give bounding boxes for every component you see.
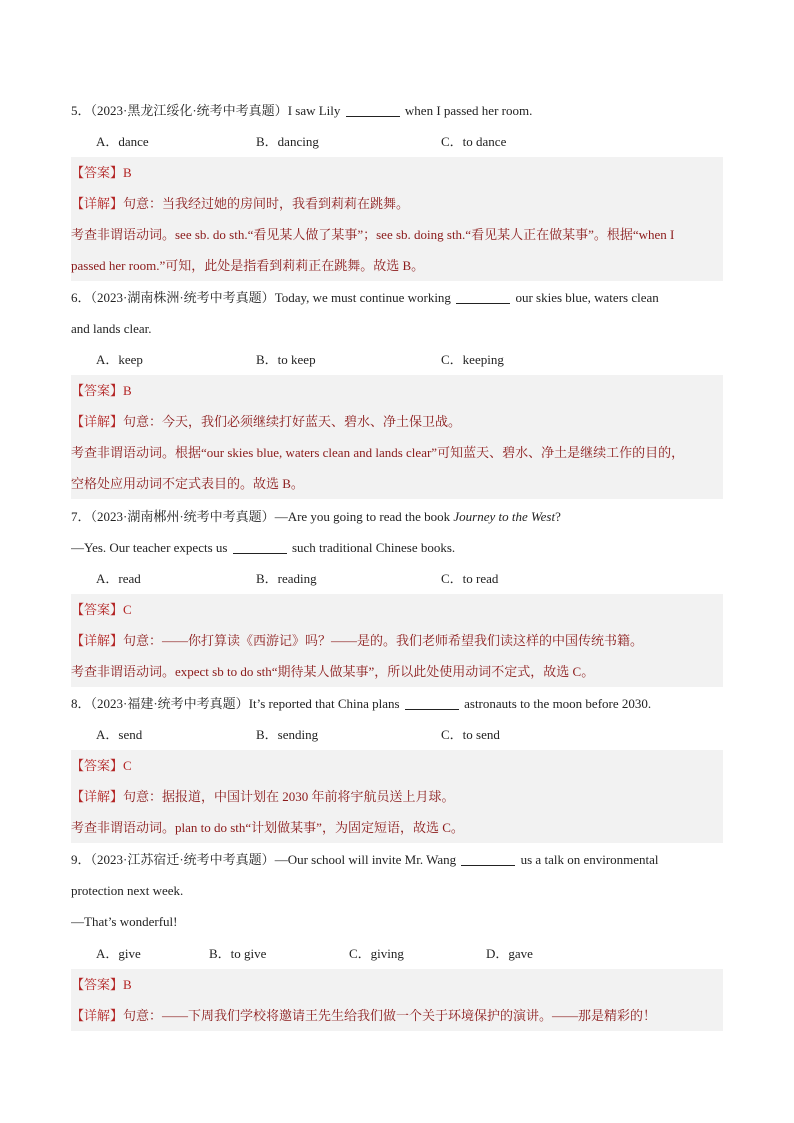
option-b: B．to keep (256, 352, 316, 367)
stem-text: I saw Lily (287, 103, 341, 118)
stem-text: protection next week. (71, 883, 184, 898)
detail-text: passed her room.”可知，此处是指看到莉莉正在跳舞。故选 B。 (71, 258, 425, 273)
answer-value: C (123, 758, 132, 773)
question-6-stem (71, 282, 723, 313)
option-c: C．to dance (441, 134, 507, 149)
answer-tag: 【答案】 (71, 602, 124, 617)
detail-text: 考查非谓语动词。plan to do sth“计划做某事”，为固定短语，故选 C。 (71, 820, 464, 835)
question-9-stem-cont (71, 875, 723, 906)
question-7-detail-1 (71, 625, 723, 656)
detail-tag: 【详解】 (71, 1008, 124, 1023)
option-c: C．keeping (441, 352, 504, 367)
question-8-answer (71, 750, 723, 781)
detail-tag: 【详解】 (71, 196, 124, 211)
question-9-stem (71, 844, 723, 875)
question-7-options (0, 563, 794, 594)
question-source: （2023·江苏宿迁·统考中考真题） (90, 852, 275, 867)
question-5-detail-3 (71, 250, 723, 281)
answer-value: B (123, 977, 132, 992)
option-c: C．giving (349, 946, 404, 961)
detail-text: 句意：——下周我们学校将邀请王先生给我们做一个关于环境保护的演讲。——那是精彩的！ (123, 1008, 657, 1023)
question-7-stem-cont (71, 532, 723, 563)
detail-text: 句意：据报道，中国计划在 2030 年前将宇航员送上月球。 (123, 789, 455, 804)
question-7-stem (71, 501, 723, 532)
question-6-detail-2 (71, 437, 723, 468)
stem-text: —Are you going to read the book (274, 509, 451, 524)
stem-text: astronauts to the moon before 2030. (464, 696, 652, 711)
question-9-detail-1 (71, 1000, 723, 1031)
question-9-options (0, 938, 794, 969)
detail-text: 考查非谓语动词。expect sb to do sth“期待某人做某事”，所以此处使用动词不定式，故选 C。 (71, 664, 595, 679)
detail-text: 句意：当我经过她的房间时，我看到莉莉在跳舞。 (123, 196, 410, 211)
stem-text: ? (555, 509, 561, 524)
question-5-detail-2 (71, 219, 723, 250)
stem-text: —Our school will invite Mr. Wang (274, 852, 457, 867)
question-6-detail-1 (71, 406, 723, 437)
answer-tag: 【答案】 (71, 383, 124, 398)
question-number: 9． (71, 852, 91, 867)
answer-tag: 【答案】 (71, 165, 124, 180)
option-a: A．read (96, 571, 141, 586)
detail-tag: 【详解】 (71, 414, 124, 429)
question-9-answer (71, 969, 723, 1000)
stem-text: such traditional Chinese books. (291, 540, 456, 555)
question-source: （2023·福建·统考中考真题） (90, 696, 249, 711)
option-a: A．dance (96, 134, 149, 149)
question-9-reply (71, 906, 723, 937)
answer-blank (405, 695, 459, 710)
book-title: Journey to the West (453, 509, 556, 524)
question-6-answer (71, 375, 723, 406)
detail-text: 空格处应用动词不定式表目的。故选 B。 (71, 476, 304, 491)
stem-text: Today, we must continue working (274, 290, 451, 305)
question-number: 5． (71, 103, 91, 118)
detail-tag: 【详解】 (71, 789, 124, 804)
question-source: （2023·黑龙江绥化·统考中考真题） (90, 103, 288, 118)
question-number: 7． (71, 509, 91, 524)
question-5-detail-1 (71, 188, 723, 219)
detail-text: 句意：今天，我们必须继续打好蓝天、碧水、净土保卫战。 (123, 414, 462, 429)
question-7-detail-2 (71, 656, 723, 687)
option-d: D．gave (486, 946, 533, 961)
question-6-stem-cont (71, 313, 723, 344)
answer-blank (346, 102, 400, 117)
option-b: B．reading (256, 571, 317, 586)
stem-text: —Yes. Our teacher expects us (71, 540, 228, 555)
answer-tag: 【答案】 (71, 758, 124, 773)
option-c: C．to send (441, 727, 500, 742)
stem-text: when I passed her room. (404, 103, 533, 118)
answer-blank (233, 539, 287, 554)
option-a: A．give (96, 946, 141, 961)
question-8-detail-1 (71, 781, 723, 812)
answer-value: B (123, 165, 132, 180)
detail-text: 考查非谓语动词。根据“our skies blue, waters clean and lands clear”可知蓝天、碧水、净土是继续工作的目的， (71, 445, 685, 460)
answer-value: C (123, 602, 132, 617)
stem-text: and lands clear. (71, 321, 152, 336)
question-6-detail-3 (71, 468, 723, 499)
detail-text: 考查非谓语动词。see sb. do sth.“看见某人做了某事”；see sb. doing sth.“看见某人正在做某事”。根据“when I (71, 227, 675, 242)
stem-text: It’s reported that China plans (248, 696, 400, 711)
question-source: （2023·湖南株洲·统考中考真题） (90, 290, 275, 305)
detail-text: 句意：——你打算读《西游记》吗？——是的。我们老师希望我们读这样的中国传统书籍。 (123, 633, 644, 648)
answer-tag: 【答案】 (71, 977, 124, 992)
stem-text: —That’s wonderful! (71, 914, 178, 929)
option-a: A．keep (96, 352, 143, 367)
question-number: 8． (71, 696, 91, 711)
option-b: B．dancing (256, 134, 319, 149)
option-a: A．send (96, 727, 143, 742)
option-b: B．sending (256, 727, 319, 742)
question-7-answer (71, 594, 723, 625)
question-8-detail-2 (71, 812, 723, 843)
option-c: C．to read (441, 571, 499, 586)
question-number: 6． (71, 290, 91, 305)
question-8-options (0, 719, 794, 750)
stem-text: us a talk on environmental (520, 852, 659, 867)
detail-tag: 【详解】 (71, 633, 124, 648)
question-5-answer (71, 157, 723, 188)
stem-text: our skies blue, waters clean (515, 290, 659, 305)
answer-blank (456, 289, 510, 304)
question-5-options (0, 126, 794, 157)
question-6-options (0, 344, 794, 375)
answer-blank (461, 851, 515, 866)
answer-value: B (123, 383, 132, 398)
question-source: （2023·湖南郴州·统考中考真题） (90, 509, 275, 524)
question-5-stem (71, 95, 723, 126)
question-8-stem (71, 688, 723, 719)
option-b: B．to give (209, 946, 267, 961)
